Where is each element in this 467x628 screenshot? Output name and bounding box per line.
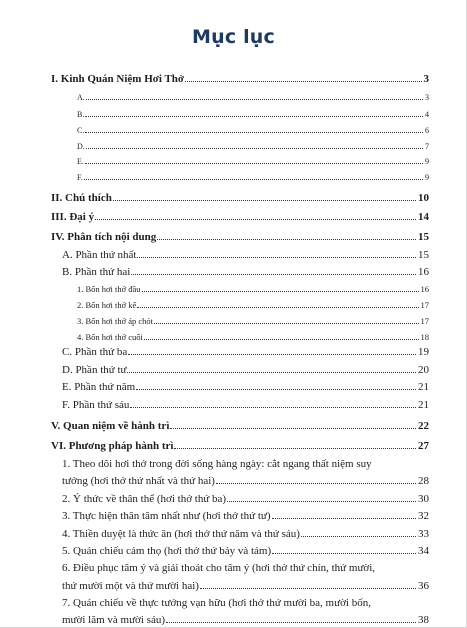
toc-entry-label: E. Phần thứ năm (62, 381, 136, 393)
toc-entry-6-4[interactable] (62, 528, 429, 540)
dot-leader (137, 307, 418, 308)
toc-entry-6-1[interactable] (62, 475, 429, 487)
toc-entry-page: 36 (418, 580, 429, 592)
dot-leader (136, 389, 416, 390)
toc-entry-label: 3. Thực hiện thân tâm nhất như (hơi thở thứ tư) (62, 510, 271, 522)
dot-leader (157, 239, 416, 240)
toc-entry-4b2[interactable] (77, 300, 429, 310)
toc-entry-4f[interactable] (62, 399, 429, 411)
toc-entry-page: 27 (418, 440, 429, 452)
toc-entry-4b1[interactable] (77, 284, 429, 294)
dot-leader (113, 200, 416, 201)
toc-entry-page: 20 (418, 364, 429, 376)
dot-leader (137, 257, 416, 258)
toc-entry-1e[interactable] (77, 157, 429, 166)
toc-entry-page: 22 (418, 420, 429, 432)
dot-leader (154, 323, 418, 324)
toc-entry-page: 19 (418, 346, 429, 358)
toc-entry-page: 17 (420, 316, 429, 326)
dot-leader (200, 588, 416, 589)
dot-leader (272, 518, 417, 519)
toc-entry-6-2[interactable] (62, 493, 429, 505)
toc-entry-label: B. Phần thứ hai (62, 266, 131, 278)
toc-entry-4d[interactable] (62, 364, 429, 376)
toc-entry-page: 15 (418, 231, 429, 243)
dot-leader (85, 163, 423, 164)
toc-entry-page: 17 (420, 300, 429, 310)
toc-entry-1c[interactable] (77, 126, 429, 135)
toc-entry-label: A. Phần thứ nhất (62, 249, 137, 261)
toc-entry-page: 21 (418, 381, 429, 393)
toc-entry-6-3[interactable] (62, 510, 429, 522)
dot-leader (86, 148, 423, 149)
toc-entry-label: VI. Phương pháp hành trì (51, 440, 174, 452)
toc-entry-section-4[interactable] (51, 231, 429, 243)
toc-entry-page: 6 (425, 126, 429, 135)
toc-entry-label: 1. Bốn hơi thở đầu (77, 284, 141, 294)
toc-entry-page: 33 (418, 528, 429, 540)
dot-leader (144, 339, 419, 340)
toc-entry-label: III. Đại ý (51, 211, 95, 223)
toc-entry-6-7-line1[interactable]: 7. Quán chiếu về thực tướng vạn hữu (hơi thở thứ mười ba, mười bốn, (62, 597, 371, 609)
toc-entry-6-7[interactable] (62, 614, 429, 626)
dot-leader (130, 407, 416, 408)
toc-entry-label: F. Phần thứ sáu (62, 399, 130, 411)
toc-entry-page: 14 (418, 211, 429, 223)
toc-entry-page: 3 (423, 73, 429, 85)
toc-entry-label: F. (77, 173, 83, 182)
toc-entry-page: 30 (418, 493, 429, 505)
toc-entry-page: 28 (418, 475, 429, 487)
dot-leader (227, 501, 416, 502)
toc-entry-page: 3 (425, 93, 429, 102)
dot-leader (216, 483, 416, 484)
toc-entry-label: 2. Ý thức về thân thể (hơi thở thứ ba) (62, 493, 227, 505)
toc-entry-4b3[interactable] (77, 316, 429, 326)
toc-entry-label: II. Chú thích (51, 192, 112, 204)
toc-entry-6-1-line1[interactable]: 1. Theo dõi hơi thở trong đời sống hàng ngày: cắt ngang thất niệm suy (62, 458, 372, 470)
toc-entry-label: 4. Bốn hơi thở cuối (77, 332, 143, 342)
toc-entry-page: 34 (418, 545, 429, 557)
toc-entry-section-3[interactable] (51, 211, 429, 223)
toc-entry-4a[interactable] (62, 249, 429, 261)
toc-entry-label: A. (77, 93, 85, 102)
dot-leader (131, 274, 416, 275)
toc-entry-page: 38 (418, 614, 429, 626)
toc-entry-page: 4 (425, 110, 429, 119)
toc-entry-page: 9 (425, 157, 429, 166)
toc-entry-4e[interactable] (62, 381, 429, 393)
toc-entry-label: thứ mười một và thứ mười hai) (62, 580, 199, 592)
dot-leader (272, 553, 416, 554)
toc-entry-label: mười lăm và mười sáu) (62, 614, 165, 626)
toc-entry-section-1[interactable] (51, 73, 429, 85)
dot-leader (185, 81, 421, 82)
dot-leader (170, 428, 416, 429)
toc-entry-label: D. Phần thứ tư (62, 364, 127, 376)
toc-entry-section-6[interactable] (51, 440, 429, 452)
dot-leader (85, 116, 423, 117)
toc-entry-1d[interactable] (77, 142, 429, 151)
toc-entry-label: V. Quan niệm về hành trì (51, 420, 170, 432)
toc-entry-label: E. (77, 157, 84, 166)
toc-entry-1f[interactable] (77, 173, 429, 182)
toc-entry-section-5[interactable] (51, 420, 429, 432)
toc-entry-page: 7 (425, 142, 429, 151)
toc-entry-6-5[interactable] (62, 545, 429, 557)
toc-entry-label: D. (77, 142, 85, 151)
dot-leader (84, 179, 423, 180)
toc-entry-page: 21 (418, 399, 429, 411)
toc-entry-page: 18 (420, 332, 429, 342)
dot-leader (166, 622, 416, 623)
toc-entry-page: 16 (420, 284, 429, 294)
toc-entry-label: B. (77, 110, 85, 119)
dot-leader (86, 99, 423, 100)
toc-entry-4b[interactable] (62, 266, 429, 278)
dot-leader (95, 219, 416, 220)
toc-entry-label: IV. Phân tích nội dung (51, 231, 157, 243)
toc-entry-label: 5. Quán chiếu cảm thọ (hơi thở thứ bảy và tám) (62, 545, 272, 557)
toc-entry-page: 9 (425, 173, 429, 182)
toc-entry-page: 10 (418, 192, 429, 204)
toc-entry-1a[interactable] (77, 93, 429, 102)
toc-entry-6-6-line1[interactable]: 6. Điều phục tâm ý và giải thoát cho tâm ý (hơi thở thứ chín, thứ mười, (62, 562, 376, 574)
toc-entry-6-6[interactable] (62, 580, 429, 592)
dot-leader (127, 372, 416, 373)
toc-entry-label: 4. Thiền duyệt là thức ăn (hơi thở thứ năm và thứ sáu) (62, 528, 300, 540)
dot-leader (142, 291, 419, 292)
toc-entry-4b4[interactable] (77, 332, 429, 342)
toc-entry-label: tưởng (hơi thở thứ nhất và thứ hai) (62, 475, 215, 487)
dot-leader (128, 354, 416, 355)
toc-entry-label: C. (77, 126, 85, 135)
page-title: Mục lục (191, 26, 275, 48)
toc-entry-4c[interactable] (62, 346, 429, 358)
toc-entry-label: 3. Bốn hơi thở áp chót (77, 316, 154, 326)
toc-entry-1b[interactable] (77, 110, 429, 119)
dot-leader (85, 132, 423, 133)
toc-entry-section-2[interactable] (51, 192, 429, 204)
dot-leader (301, 536, 416, 537)
toc-entry-page: 15 (418, 249, 429, 261)
toc-entry-label: 2. Bốn hơi thở kế (77, 300, 137, 310)
toc-entry-label: C. Phần thứ ba (62, 346, 128, 358)
toc-entry-label: I. Kinh Quán Niệm Hơi Thở (51, 73, 185, 85)
toc-entry-page: 16 (418, 266, 429, 278)
toc-entry-page: 32 (418, 510, 429, 522)
dot-leader (174, 448, 416, 449)
